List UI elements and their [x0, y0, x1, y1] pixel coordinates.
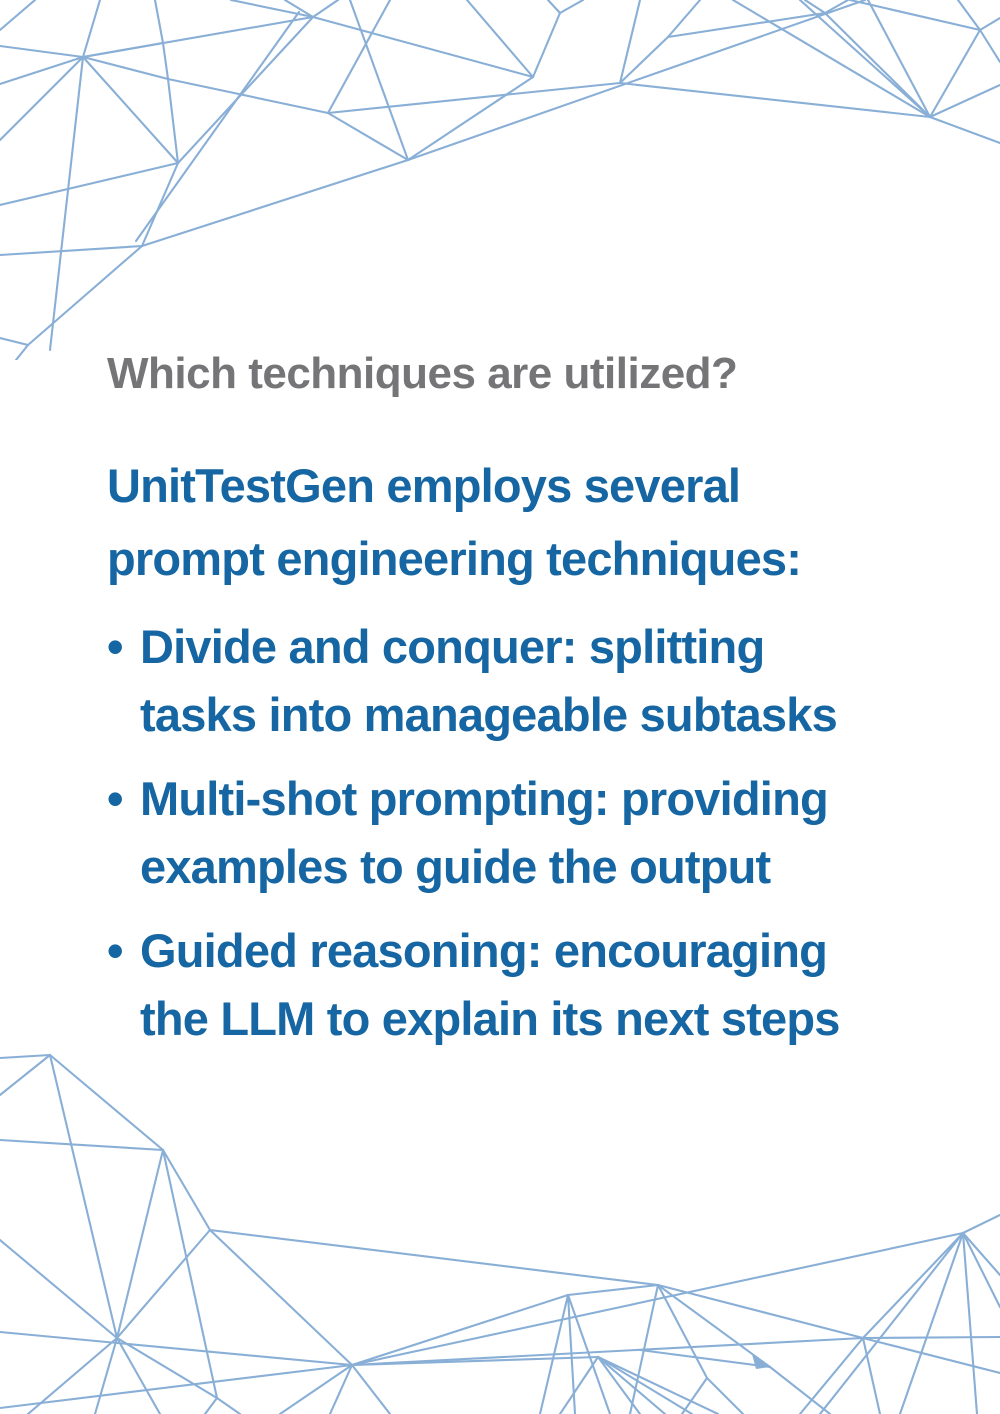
bullet-text: Divide and conquer: splitting: [140, 620, 765, 673]
bullet-dot: •: [107, 772, 123, 825]
intro-line: UnitTestGen employs several: [107, 459, 741, 512]
bullet-text: Guided reasoning: encouraging: [140, 924, 828, 977]
network-lines-top: [0, 0, 1000, 360]
network-lines-bottom: [0, 1055, 1000, 1414]
bullet-item: [107, 917, 840, 1053]
network-decoration-bottom: [0, 1050, 1000, 1414]
bullet-line: [107, 765, 840, 833]
intro-line: prompt engineering techniques:: [107, 532, 802, 585]
bullet-dot: •: [107, 924, 123, 977]
bullet-list: [107, 613, 840, 1069]
bullet-line: the LLM to explain its next steps: [140, 992, 840, 1045]
bullet-line: [107, 613, 840, 681]
network-decoration-top: [0, 0, 1000, 360]
bullet-dot: •: [107, 620, 123, 673]
bullet-line: tasks into manageable subtasks: [140, 688, 837, 741]
bullet-item: [107, 765, 840, 901]
bullet-text: Multi-shot prompting: providing: [140, 772, 828, 825]
bullet-line: [107, 917, 840, 985]
bullet-item: [107, 613, 840, 749]
bullet-line: examples to guide the output: [140, 840, 771, 893]
intro-paragraph: [107, 449, 801, 595]
page-title: Which techniques are utilized?: [107, 349, 738, 398]
